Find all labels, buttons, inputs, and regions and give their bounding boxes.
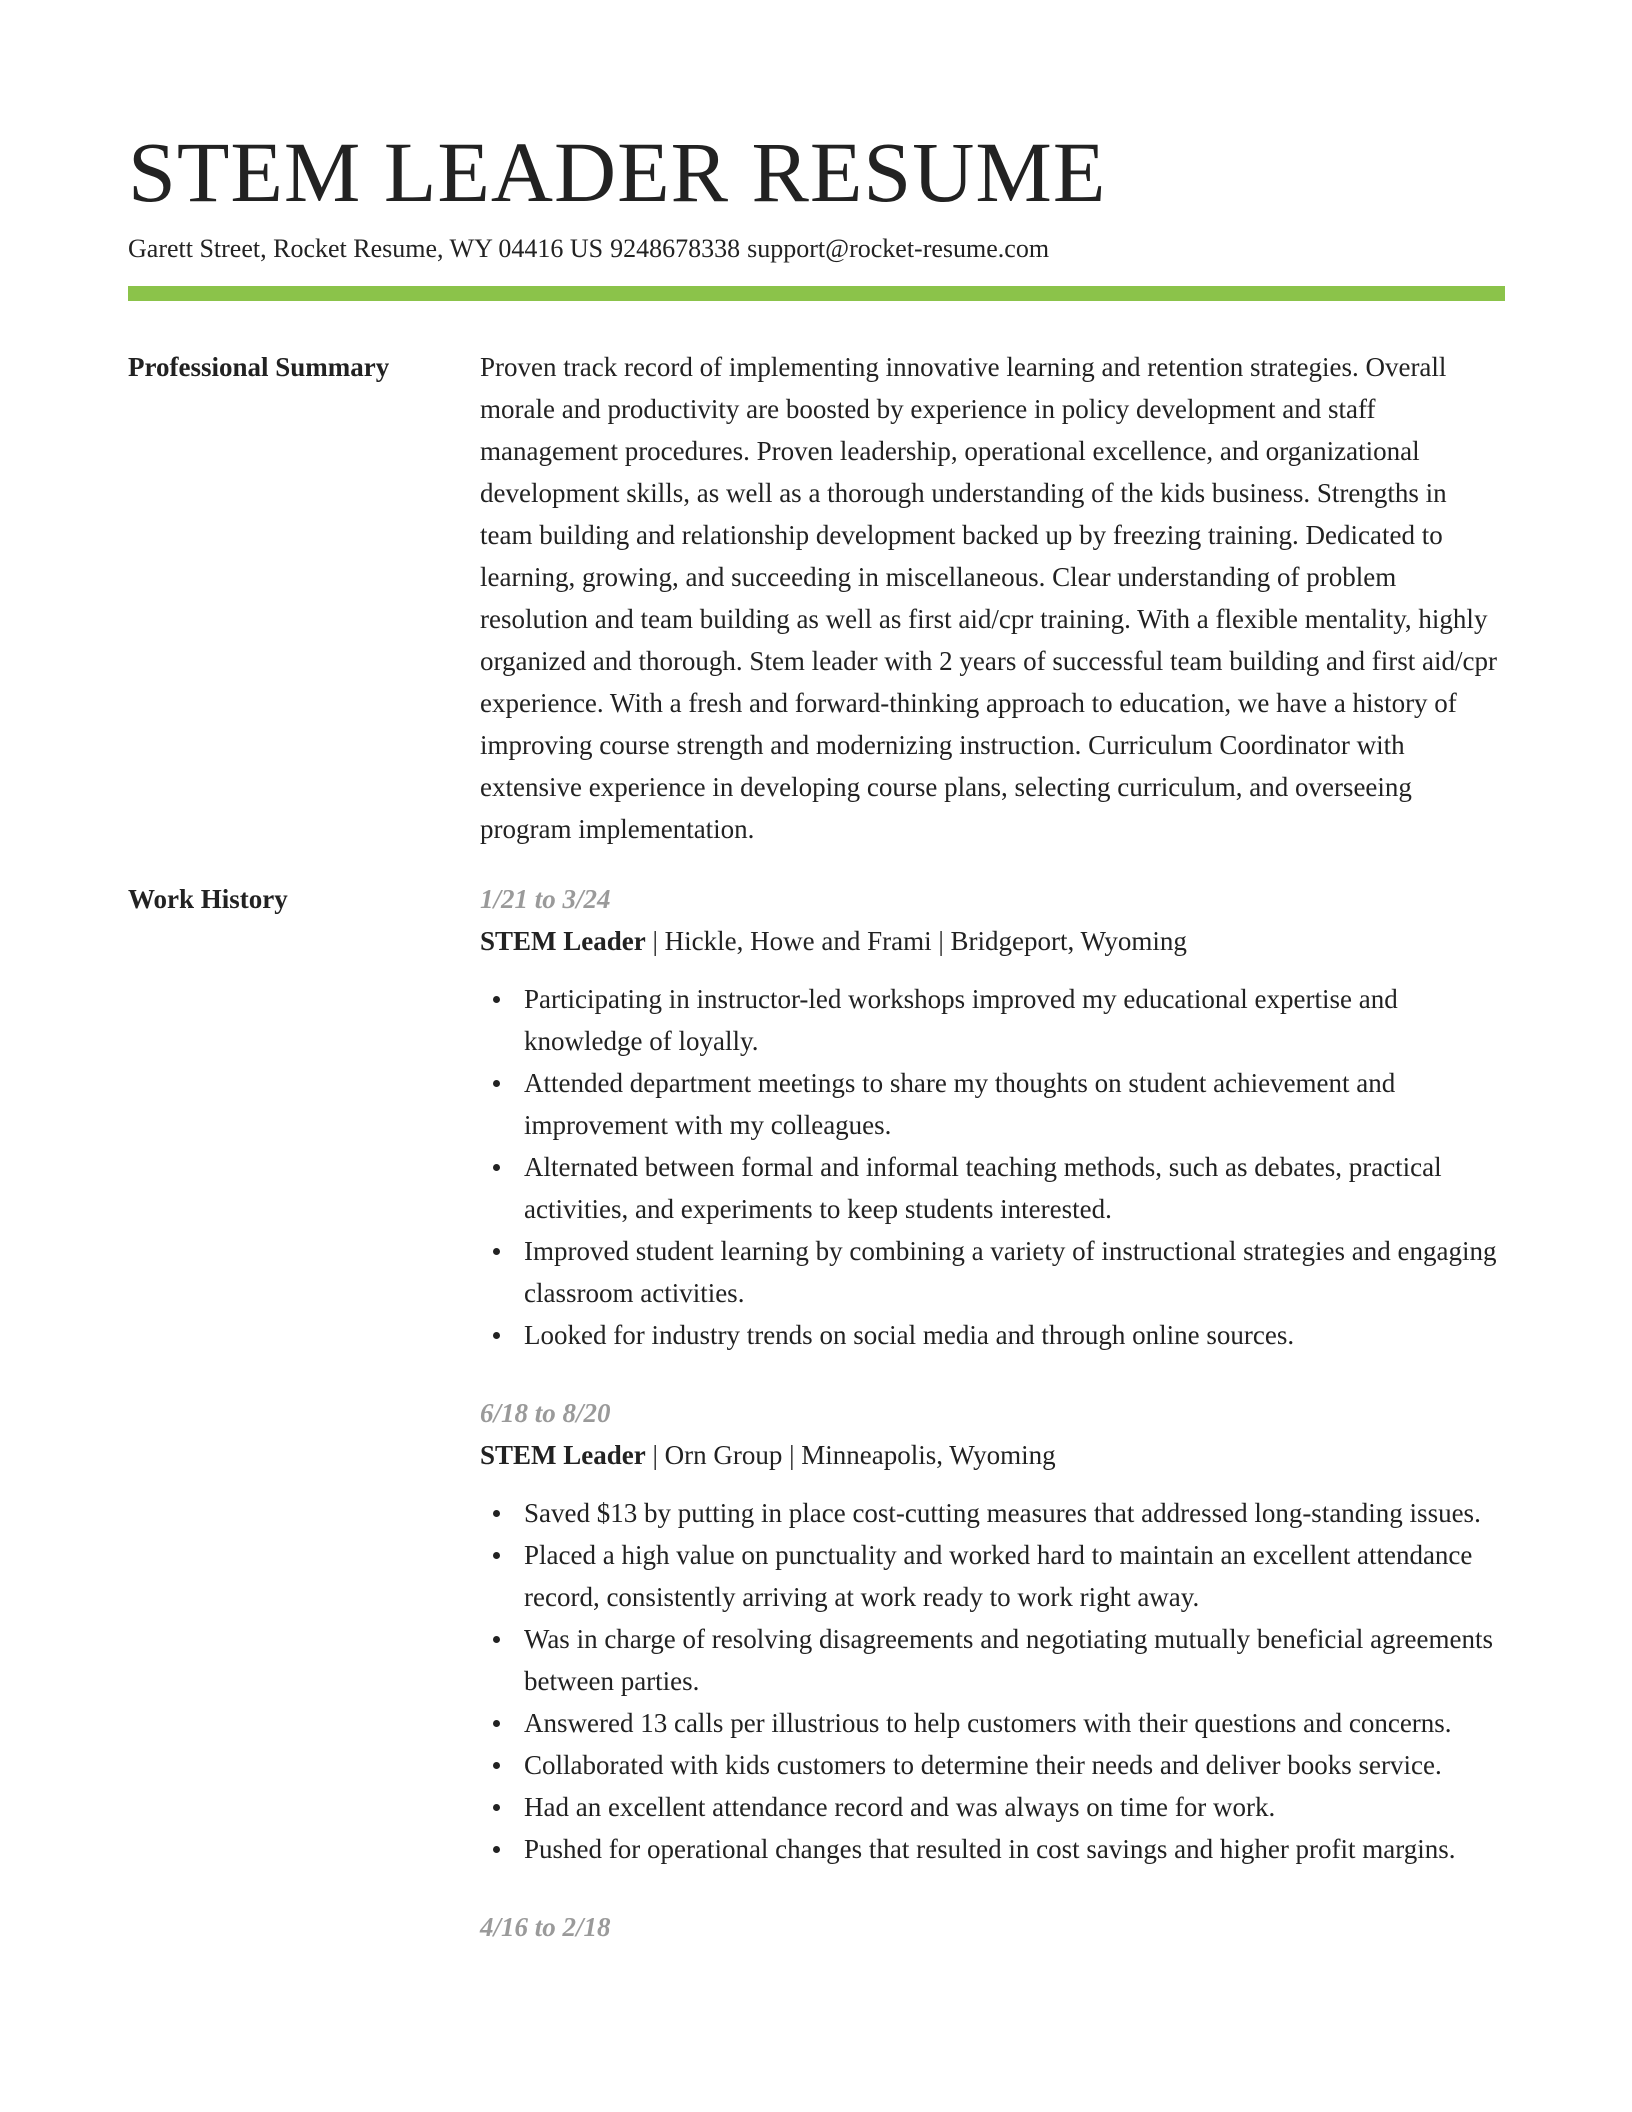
contact-line <box>128 232 1049 266</box>
job-bullet: Pushed for operational changes that resulted in cost savings and higher profit margins. <box>480 1828 1505 1870</box>
contact-email: support@rocket-resume.com <box>747 234 1050 263</box>
job-entry <box>480 878 1505 1356</box>
job-entry <box>480 1392 1505 1870</box>
contact-phone: 9248678338 <box>610 234 741 263</box>
job-heading <box>480 1434 1505 1476</box>
job-details: | Orn Group | Minneapolis, Wyoming <box>645 1440 1056 1470</box>
job-heading <box>480 920 1505 962</box>
job-title: STEM Leader <box>480 1440 646 1470</box>
job-dates: 4/16 to 2/18 <box>480 1912 611 1942</box>
job-bullet: Alternated between formal and informal teaching methods, such as debates, practical activities, and experiments to keep students interested. <box>480 1146 1505 1230</box>
job-dates: 6/18 to 8/20 <box>480 1398 611 1428</box>
job-bullet: Was in charge of resolving disagreements and negotiating mutually beneficial agreements between parties. <box>480 1618 1505 1702</box>
summary-heading: Professional Summary <box>128 352 390 382</box>
job-bullet: Saved $13 by putting in place cost-cutting measures that addressed long-standing issues. <box>480 1492 1505 1534</box>
job-details: | Hickle, Howe and Frami | Bridgeport, Wyoming <box>645 926 1187 956</box>
job-bullet: Had an excellent attendance record and was always on time for work. <box>480 1786 1505 1828</box>
summary-body <box>480 346 1505 850</box>
job-bullet-list <box>480 978 1505 1356</box>
job-bullet: Collaborated with kids customers to determine their needs and deliver books service. <box>480 1744 1505 1786</box>
header-divider <box>128 286 1505 301</box>
job-bullet: Improved student learning by combining a variety of instructional strategies and engaging classroom activities. <box>480 1230 1505 1314</box>
job-dates: 1/21 to 3/24 <box>480 884 611 914</box>
contact-address: Garett Street, Rocket Resume, WY 04416 US <box>128 234 604 263</box>
work-history-body <box>480 878 1505 1984</box>
job-title: STEM Leader <box>480 926 646 956</box>
job-bullet-list <box>480 1492 1505 1870</box>
job-entry <box>480 1906 1505 1948</box>
work-history-heading: Work History <box>128 884 288 914</box>
job-bullet: Looked for industry trends on social media and through online sources. <box>480 1314 1505 1356</box>
job-bullet: Participating in instructor-led workshops improved my educational expertise and knowledge of loyally. <box>480 978 1505 1062</box>
job-bullet: Placed a high value on punctuality and worked hard to maintain an excellent attendance record, consistently arriving at work ready to work right away. <box>480 1534 1505 1618</box>
job-bullet: Attended department meetings to share my thoughts on student achievement and improvement with my colleagues. <box>480 1062 1505 1146</box>
summary-text: Proven track record of implementing innovative learning and retention strategies. Overall morale and productivity are boosted by experience in policy development and staff management procedures. Proven leadership, operational excellence, and organizational development skills, as well as a thorough understanding of the kids business. Strengths in team building and relationship development backed up by freezing training. Dedicated to learning, growing, and succeeding in miscellaneous. Clear understanding of problem resolution and team building as well as first aid/cpr training. With a flexible mentality, highly organized and thorough. Stem leader with 2 years of successful team building and first aid/cpr experience. With a fresh and forward-thinking approach to education, we have a history of improving course strength and modernizing instruction. Curriculum Coordinator with extensive experience in developing course plans, selecting curriculum, and overseeing program implementation. <box>480 352 1497 844</box>
job-bullet: Answered 13 calls per illustrious to help customers with their questions and concerns. <box>480 1702 1505 1744</box>
resume-title: STEM LEADER RESUME <box>128 124 1107 220</box>
